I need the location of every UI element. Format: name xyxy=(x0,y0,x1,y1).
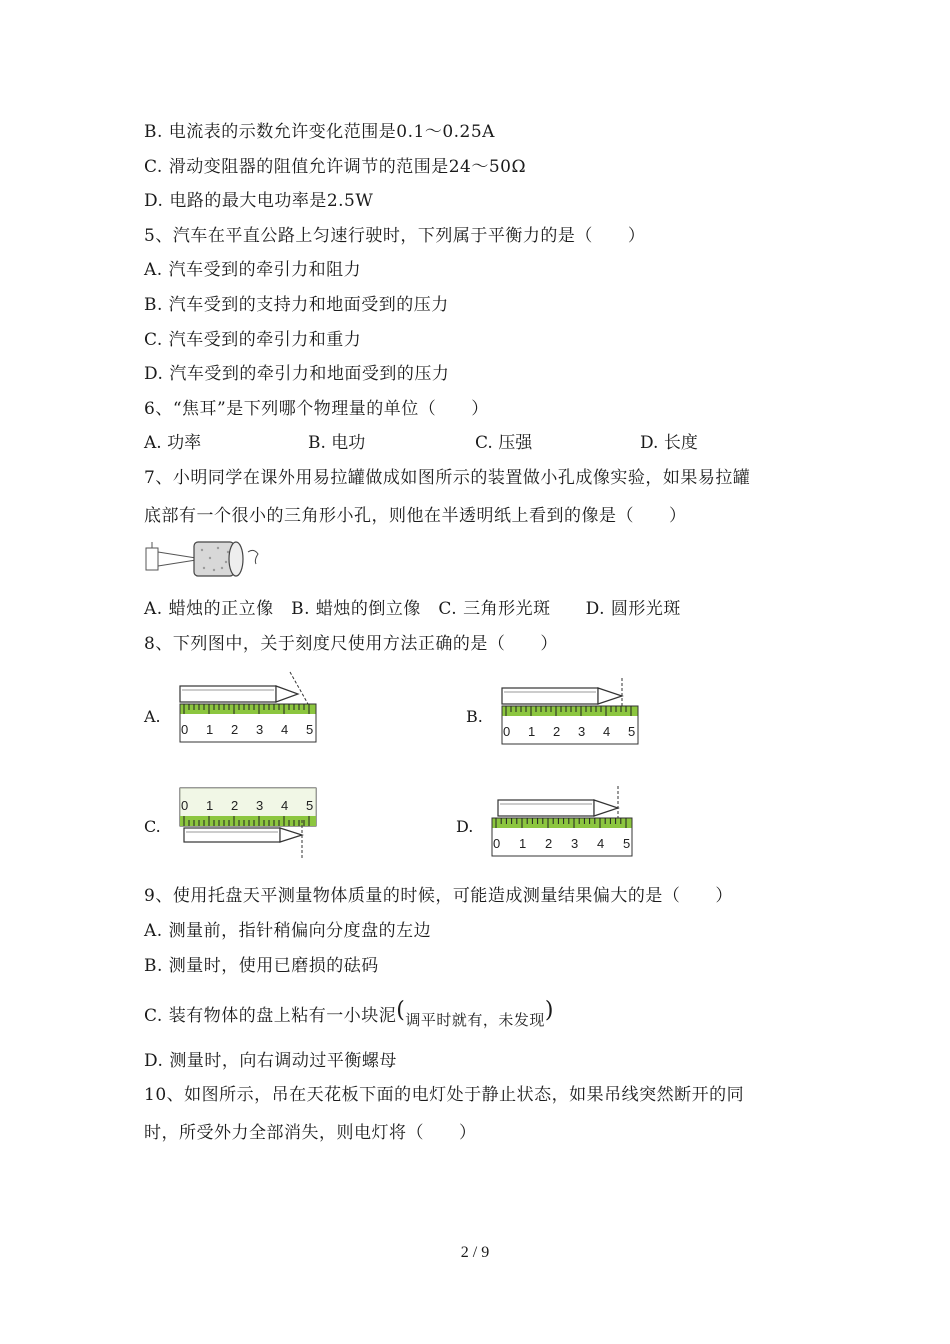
ruler-tick-label: 0 xyxy=(181,722,189,737)
q4-option-c: C. 滑动变阻器的阻值允许调节的范围是24～50Ω xyxy=(144,157,527,177)
q7-options: A. 蜡烛的正立像 B. 蜡烛的倒立像 C. 三角形光斑 D. 圆形光斑 xyxy=(144,599,681,619)
ruler-tick-label: 2 xyxy=(231,722,239,737)
ruler-tick-label: 4 xyxy=(281,722,289,737)
ruler-tick-label: 4 xyxy=(281,798,289,813)
q9-option-d: D. 测量时，向右调动过平衡螺母 xyxy=(144,1051,397,1071)
ruler-tick-label: 2 xyxy=(545,836,553,851)
q10-stem-line1: 10、如图所示，吊在天花板下面的电灯处于静止状态，如果吊线突然断开的同 xyxy=(144,1085,745,1105)
ruler-figure-d xyxy=(488,782,636,860)
ruler-tick-label: 3 xyxy=(571,836,579,851)
q9-option-c-paren-open: ( xyxy=(396,998,406,1023)
q8-label-a: A. xyxy=(144,707,161,726)
q5-option-b: B. 汽车受到的支持力和地面受到的压力 xyxy=(144,295,449,315)
q9-option-c-note: 调平时就有，未发现 xyxy=(405,1011,545,1029)
q5-option-c: C. 汽车受到的牵引力和重力 xyxy=(144,330,362,350)
q6-stem: 6、“焦耳”是下列哪个物理量的单位（ ） xyxy=(144,399,489,419)
q8-stem: 8、下列图中，关于刻度尺使用方法正确的是（ ） xyxy=(144,634,558,654)
q7-stem-line1: 7、小明同学在课外用易拉罐做成如图所示的装置做小孔成像实验，如果易拉罐 xyxy=(144,468,751,488)
ruler-figure-c xyxy=(176,784,321,860)
q5-stem: 5、汽车在平直公路上匀速行驶时，下列属于平衡力的是（ ） xyxy=(144,226,646,246)
ruler-tick-label: 5 xyxy=(306,722,314,737)
q6-option-c: C. 压强 xyxy=(475,433,533,453)
ruler-figure-b xyxy=(498,676,643,748)
ruler-tick-label: 0 xyxy=(181,798,189,813)
q9-option-b: B. 测量时，使用已磨损的砝码 xyxy=(144,956,379,976)
ruler-tick-label: 4 xyxy=(597,836,605,851)
q6-option-b: B. 电功 xyxy=(308,433,366,453)
q10-stem-line2: 时，所受外力全部消失，则电灯将（ ） xyxy=(144,1123,477,1143)
q8-label-d: D. xyxy=(456,817,474,836)
ruler-figure-a xyxy=(176,668,321,746)
pinhole-camera-figure xyxy=(144,538,269,580)
ruler-tick-label: 1 xyxy=(528,724,536,739)
ruler-tick-label: 0 xyxy=(503,724,511,739)
ruler-tick-label: 1 xyxy=(206,798,214,813)
q8-label-c: C. xyxy=(144,817,161,836)
q9-option-c-main: C. 装有物体的盘上粘有一小块泥 xyxy=(144,1006,397,1026)
q7-stem-line2: 底部有一个很小的三角形小孔，则他在半透明纸上看到的像是（ ） xyxy=(144,506,687,526)
q8-label-b: B. xyxy=(466,707,483,726)
ruler-tick-label: 3 xyxy=(256,798,264,813)
ruler-tick-label: 3 xyxy=(578,724,586,739)
q6-option-a: A. 功率 xyxy=(144,433,202,453)
ruler-tick-label: 4 xyxy=(603,724,611,739)
ruler-tick-label: 2 xyxy=(553,724,561,739)
ruler-tick-label: 2 xyxy=(231,798,239,813)
ruler-tick-label: 5 xyxy=(306,798,314,813)
page-number: 2 / 9 xyxy=(460,1244,490,1261)
q9-option-c-paren-close: ) xyxy=(544,998,554,1023)
q9-stem: 9、使用托盘天平测量物体质量的时候，可能造成测量结果偏大的是（ ） xyxy=(144,886,733,906)
ruler-tick-label: 5 xyxy=(623,836,631,851)
q5-option-a: A. 汽车受到的牵引力和阻力 xyxy=(144,260,362,280)
ruler-tick-label: 3 xyxy=(256,722,264,737)
ruler-tick-label: 1 xyxy=(519,836,527,851)
q5-option-d: D. 汽车受到的牵引力和地面受到的压力 xyxy=(144,364,450,384)
ruler-tick-label: 5 xyxy=(628,724,636,739)
q9-option-a: A. 测量前，指针稍偏向分度盘的左边 xyxy=(144,921,432,941)
q4-option-b: B. 电流表的示数允许变化范围是0.1～0.25A xyxy=(144,122,495,142)
ruler-tick-label: 1 xyxy=(206,722,214,737)
q4-option-d: D. 电路的最大电功率是2.5W xyxy=(144,191,374,211)
q9-option-c xyxy=(144,1000,554,1031)
q6-option-d: D. 长度 xyxy=(640,433,698,453)
ruler-tick-label: 0 xyxy=(493,836,501,851)
